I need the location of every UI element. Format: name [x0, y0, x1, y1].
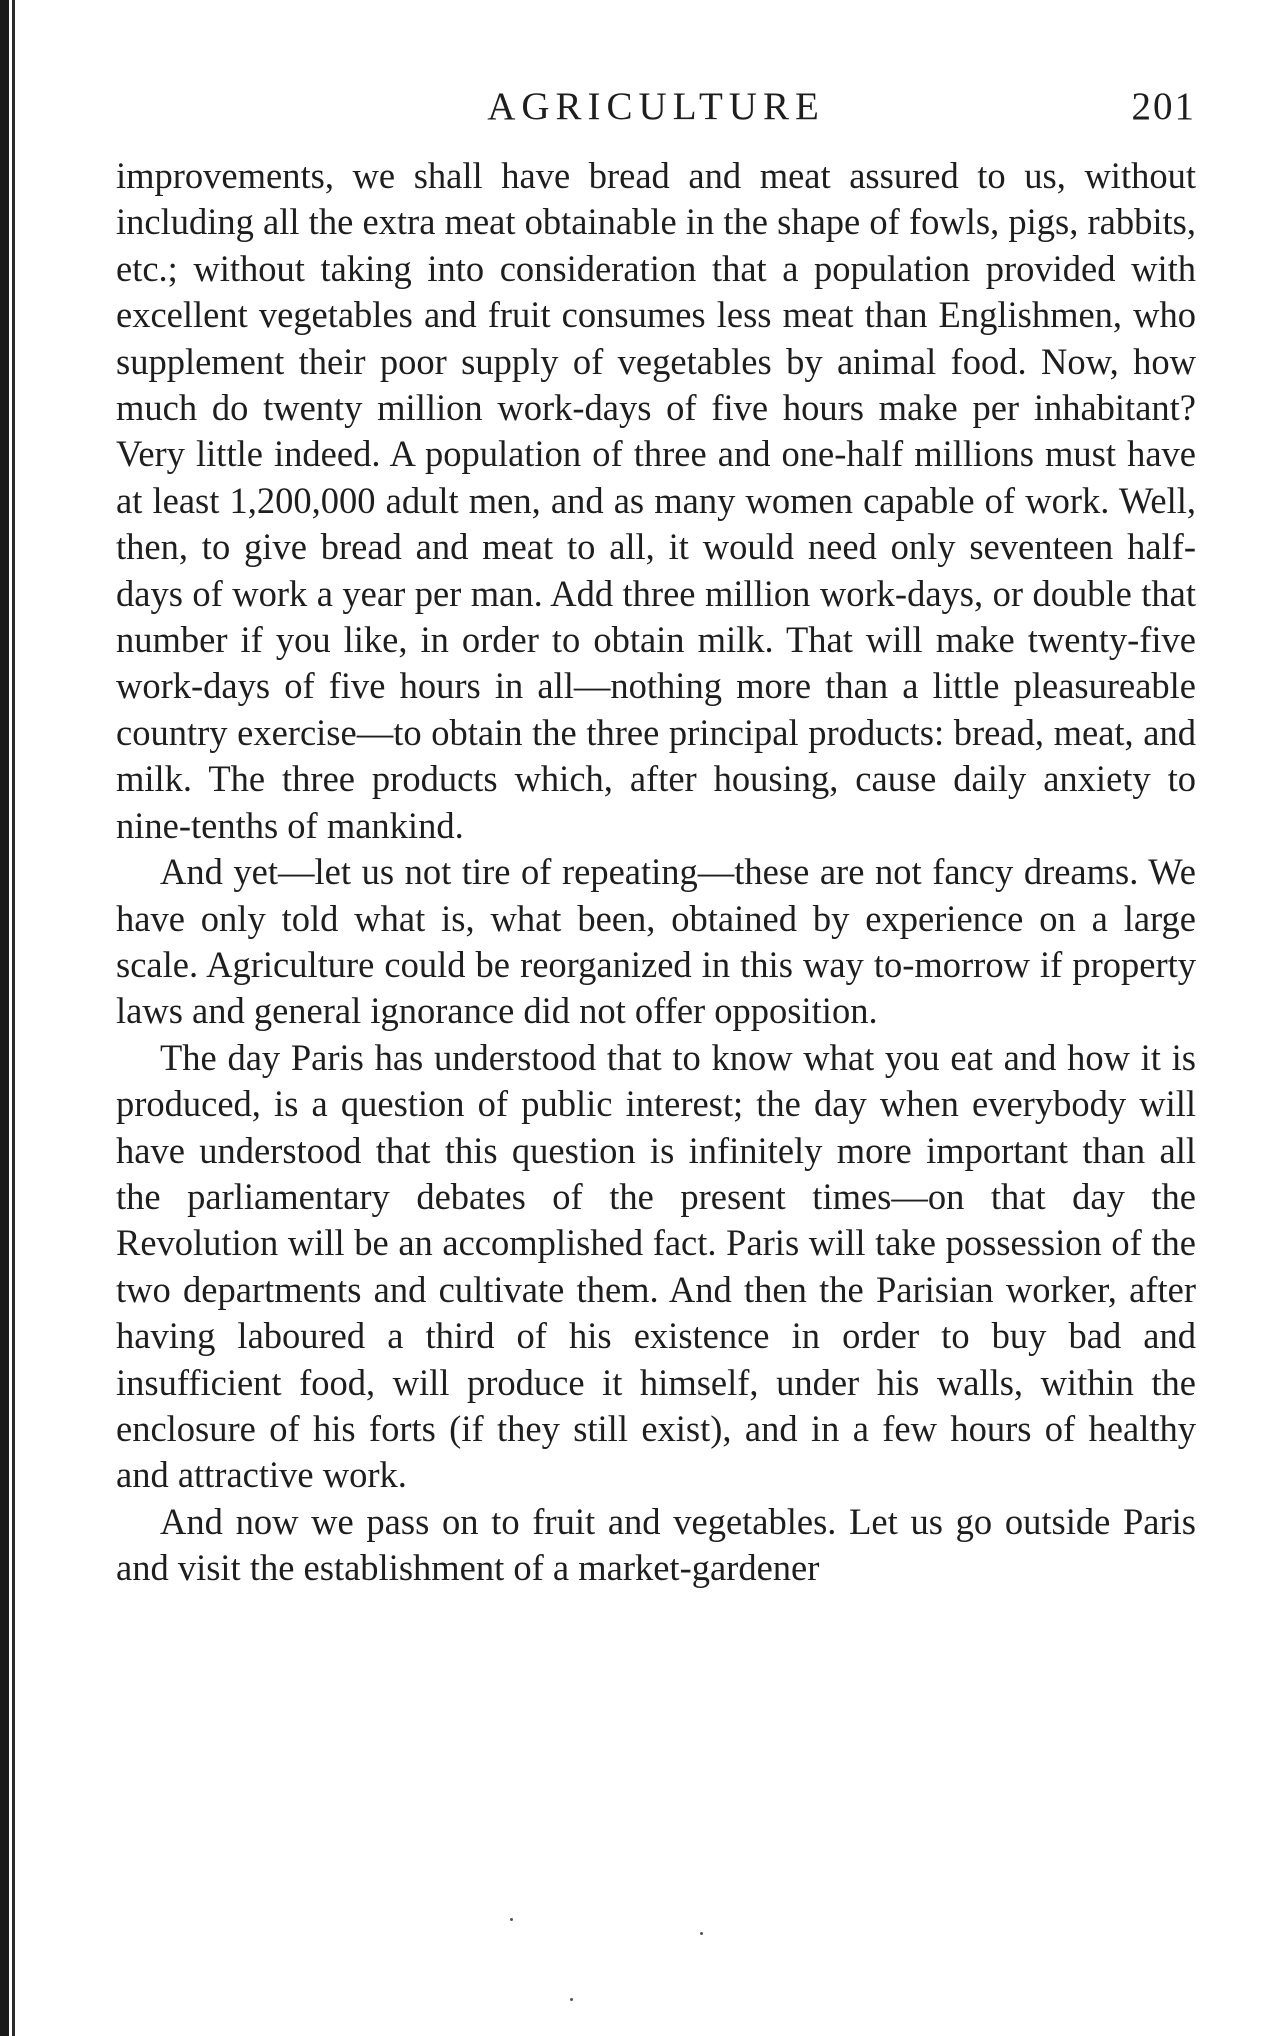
page-binding-edge: [0, 0, 9, 2036]
paragraph-2: And yet—let us not tire of repeating—these are not fancy dreams. We have only told what is, what been, obtained by experience on a large scale. Agriculture could be reorganized in this way to-morrow if property laws and general ignorance did not offer opposition.: [116, 851, 1196, 1032]
paper-speck: [570, 1998, 573, 2001]
paper-speck: [700, 1932, 703, 1935]
paper-speck: [510, 1918, 513, 1921]
running-head: [116, 82, 1196, 132]
page-number: 201: [1131, 85, 1196, 128]
text-body: [116, 153, 1196, 1592]
page-binding-shadow: [12, 0, 15, 2036]
running-title: AGRICULTURE: [487, 85, 825, 128]
paragraph-4: And now we pass on to fruit and vegetables. Let us go outside Paris and visit the establishment of a market-gardener: [116, 1500, 1196, 1589]
paragraph-1: improvements, we shall have bread and meat assured to us, without including all the extra meat obtainable in the shape of fowls, pigs, rabbits, etc.; without taking into consideration that a population provided with excellent vegetables and fruit consumes less meat than Englishmen, who supplement their poor supply of vegetables by animal food. Now, how much do twenty million work-days of five hours make per inhabitant? Very little indeed. A population of three and one-half millions must have at least 1,200,000 adult men, and as many women capable of work. Well, then, to give bread and meat to all, it would need only seventeen half-days of work a year per man. Add three million work-days, or double that number if you like, in order to obtain milk. That will make twenty-five work-days of five hours in all—nothing more than a little pleasureable country exercise—to obtain the three principal products: bread, meat, and milk. The three products which, after housing, cause daily anxiety to nine-tenths of mankind.: [116, 155, 1196, 846]
paragraph-3: The day Paris has understood that to know what you eat and how it is produced, is a question of public interest; the day when everybody will have understood that this question is infinitely more important than all the parliamentary debates of the present times—on that day the Revolution will be an accomplished fact. Paris will take possession of the two departments and cultivate them. And then the Parisian worker, after having laboured a third of his existence in order to buy bad and insufficient food, will produce it himself, under his walls, within the enclosure of his forts (if they still exist), and in a few hours of healthy and attractive work.: [116, 1036, 1196, 1496]
